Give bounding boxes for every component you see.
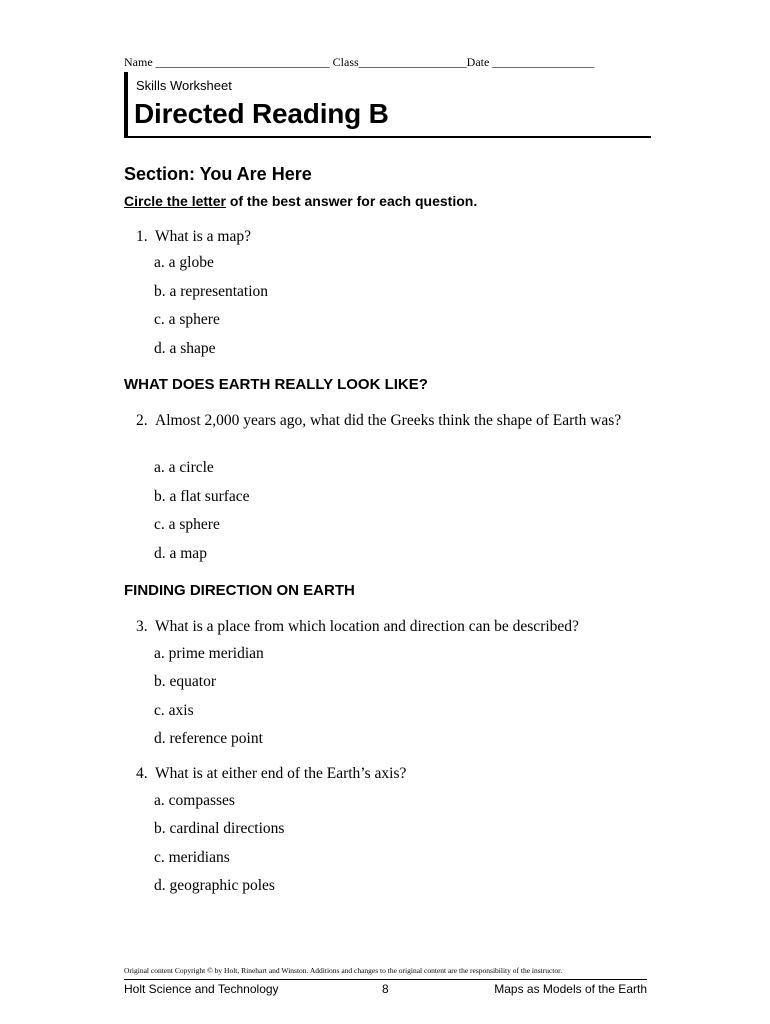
question-text: Almost 2,000 years ago, what did the Greeks think the shape of Earth was? [155,412,622,429]
instructions [124,193,477,209]
instructions-underlined: Circle the letter [124,193,226,209]
question-number: 3. [136,618,148,635]
question-number: 2. [136,412,148,429]
footer-page-number: 8 [382,982,389,996]
section-title: Section: You Are Here [124,164,312,184]
option-2d: d. a map [154,545,207,562]
option-2c: c. a sphere [154,516,220,533]
heading-direction: FINDING DIRECTION ON EARTH [124,582,355,599]
option-3a: a. prime meridian [154,645,264,662]
copyright-notice: Original content Copyright © by Holt, Rinehart and Winston. Additions and changes to the original content are the responsibility of the instructor. [124,966,563,975]
question-text: What is a place from which location and direction can be described? [155,618,579,635]
name-class-date-line: Name _____________________________ Class__________________Date _________________ [124,55,595,69]
option-3c: c. axis [154,702,194,719]
question-number: 1. [136,228,148,245]
option-3b: b. equator [154,673,216,690]
heading-earth-shape: WHAT DOES EARTH REALLY LOOK LIKE? [124,376,428,393]
option-1d: d. a shape [154,340,216,357]
footer-publisher: Holt Science and Technology [124,982,279,996]
option-1a: a. a globe [154,254,214,271]
option-2a: a. a circle [154,459,214,476]
option-4d: d. geographic poles [154,877,275,894]
question-text: What is a map? [155,228,251,245]
footer-divider [124,979,647,980]
option-4c: c. meridians [154,849,230,866]
question-number: 4. [136,765,148,782]
option-1b: b. a representation [154,283,269,300]
option-4a: a. compasses [154,792,235,809]
question-text: What is at either end of the Earth’s axis? [155,765,407,782]
instructions-rest: of the best answer for each question. [225,193,478,209]
option-3d: d. reference point [154,730,263,747]
option-1c: c. a sphere [154,311,220,328]
worksheet-type: Skills Worksheet [136,78,232,93]
option-2b: b. a flat surface [154,488,250,505]
page-title: Directed Reading B [134,98,389,129]
footer-chapter-title: Maps as Models of the Earth [494,982,647,996]
option-4b: b. cardinal directions [154,820,285,837]
